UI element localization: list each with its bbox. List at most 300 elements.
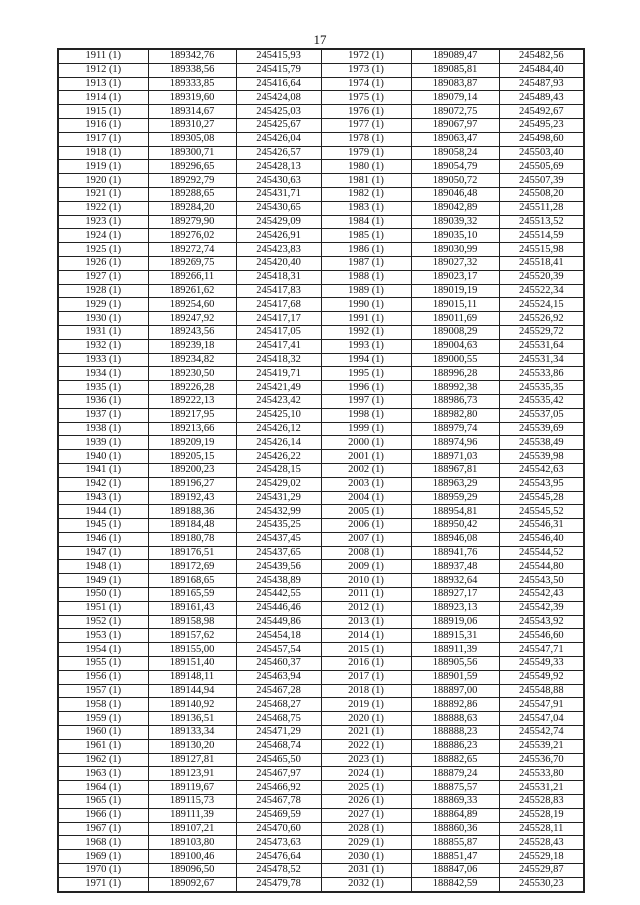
x-coordinate-cell: 188911,39 (411, 643, 499, 657)
table-row (58, 726, 584, 740)
x-coordinate-cell: 189123,91 (148, 767, 236, 781)
table-row (58, 436, 584, 450)
x-coordinate-cell: 189239,18 (148, 339, 236, 353)
x-coordinate-cell: 188950,42 (411, 519, 499, 533)
x-coordinate-cell: 189030,99 (411, 243, 499, 257)
y-coordinate-cell: 245528,83 (499, 795, 584, 809)
x-coordinate-cell: 189067,97 (411, 118, 499, 132)
table-row (58, 519, 584, 533)
x-coordinate-cell: 189288,65 (148, 187, 236, 201)
point-number-cell: 2004 (1) (321, 491, 411, 505)
x-coordinate-cell: 188901,59 (411, 670, 499, 684)
y-coordinate-cell: 245425,10 (236, 408, 321, 422)
x-coordinate-cell: 188919,06 (411, 615, 499, 629)
x-coordinate-cell: 188959,29 (411, 491, 499, 505)
y-coordinate-cell: 245426,22 (236, 450, 321, 464)
y-coordinate-cell: 245426,91 (236, 229, 321, 243)
x-coordinate-cell: 188932,64 (411, 574, 499, 588)
y-coordinate-cell: 245415,79 (236, 63, 321, 77)
y-coordinate-cell: 245428,13 (236, 160, 321, 174)
x-coordinate-cell: 189107,21 (148, 822, 236, 836)
y-coordinate-cell: 245535,42 (499, 394, 584, 408)
y-coordinate-cell: 245549,92 (499, 670, 584, 684)
y-coordinate-cell: 245542,63 (499, 463, 584, 477)
point-number-cell: 1938 (1) (58, 422, 148, 436)
y-coordinate-cell: 245482,56 (499, 49, 584, 63)
table-row (58, 312, 584, 326)
point-number-cell: 1914 (1) (58, 91, 148, 105)
x-coordinate-cell: 189176,51 (148, 546, 236, 560)
y-coordinate-cell: 245432,99 (236, 505, 321, 519)
y-coordinate-cell: 245417,68 (236, 298, 321, 312)
y-coordinate-cell: 245437,45 (236, 532, 321, 546)
y-coordinate-cell: 245437,65 (236, 546, 321, 560)
coordinates-table (57, 48, 585, 893)
point-number-cell: 2010 (1) (321, 574, 411, 588)
point-number-cell: 1932 (1) (58, 339, 148, 353)
x-coordinate-cell: 189100,46 (148, 850, 236, 864)
y-coordinate-cell: 245473,63 (236, 836, 321, 850)
y-coordinate-cell: 245539,69 (499, 422, 584, 436)
y-coordinate-cell: 245548,88 (499, 684, 584, 698)
y-coordinate-cell: 245466,92 (236, 781, 321, 795)
y-coordinate-cell: 245484,40 (499, 63, 584, 77)
x-coordinate-cell: 188967,81 (411, 463, 499, 477)
y-coordinate-cell: 245524,15 (499, 298, 584, 312)
x-coordinate-cell: 189226,28 (148, 381, 236, 395)
point-number-cell: 1964 (1) (58, 781, 148, 795)
y-coordinate-cell: 245526,92 (499, 312, 584, 326)
x-coordinate-cell: 189035,10 (411, 229, 499, 243)
x-coordinate-cell: 189161,43 (148, 601, 236, 615)
y-coordinate-cell: 245533,86 (499, 367, 584, 381)
x-coordinate-cell: 188915,31 (411, 629, 499, 643)
y-coordinate-cell: 245468,75 (236, 712, 321, 726)
x-coordinate-cell: 189266,11 (148, 270, 236, 284)
table-row (58, 836, 584, 850)
table-row (58, 229, 584, 243)
x-coordinate-cell: 189157,62 (148, 629, 236, 643)
y-coordinate-cell: 245430,63 (236, 174, 321, 188)
y-coordinate-cell: 245547,91 (499, 698, 584, 712)
y-coordinate-cell: 245528,11 (499, 822, 584, 836)
y-coordinate-cell: 245417,83 (236, 284, 321, 298)
x-coordinate-cell: 189089,47 (411, 49, 499, 63)
point-number-cell: 1957 (1) (58, 684, 148, 698)
x-coordinate-cell: 189000,55 (411, 353, 499, 367)
table-row (58, 91, 584, 105)
table-row (58, 353, 584, 367)
y-coordinate-cell: 245530,23 (499, 877, 584, 891)
x-coordinate-cell: 188842,59 (411, 877, 499, 891)
y-coordinate-cell: 245470,60 (236, 822, 321, 836)
table-row (58, 560, 584, 574)
table-row (58, 463, 584, 477)
y-coordinate-cell: 245546,40 (499, 532, 584, 546)
point-number-cell: 1927 (1) (58, 270, 148, 284)
x-coordinate-cell: 189196,27 (148, 477, 236, 491)
table-row (58, 781, 584, 795)
point-number-cell: 1975 (1) (321, 91, 411, 105)
x-coordinate-cell: 189217,95 (148, 408, 236, 422)
point-number-cell: 1942 (1) (58, 477, 148, 491)
x-coordinate-cell: 189130,20 (148, 739, 236, 753)
y-coordinate-cell: 245425,03 (236, 105, 321, 119)
point-number-cell: 1918 (1) (58, 146, 148, 160)
point-number-cell: 1977 (1) (321, 118, 411, 132)
x-coordinate-cell: 188974,96 (411, 436, 499, 450)
y-coordinate-cell: 245545,52 (499, 505, 584, 519)
y-coordinate-cell: 245417,41 (236, 339, 321, 353)
table-row (58, 146, 584, 160)
x-coordinate-cell: 188875,57 (411, 781, 499, 795)
y-coordinate-cell: 245547,04 (499, 712, 584, 726)
point-number-cell: 1956 (1) (58, 670, 148, 684)
point-number-cell: 1976 (1) (321, 105, 411, 119)
point-number-cell: 2022 (1) (321, 739, 411, 753)
point-number-cell: 1950 (1) (58, 588, 148, 602)
x-coordinate-cell: 189039,32 (411, 215, 499, 229)
x-coordinate-cell: 189296,65 (148, 160, 236, 174)
table-row (58, 77, 584, 91)
point-number-cell: 1940 (1) (58, 450, 148, 464)
point-number-cell: 2030 (1) (321, 850, 411, 864)
point-number-cell: 1993 (1) (321, 339, 411, 353)
y-coordinate-cell: 245476,64 (236, 850, 321, 864)
point-number-cell: 1973 (1) (321, 63, 411, 77)
point-number-cell: 1984 (1) (321, 215, 411, 229)
point-number-cell: 2011 (1) (321, 588, 411, 602)
y-coordinate-cell: 245495,23 (499, 118, 584, 132)
table-row (58, 877, 584, 891)
x-coordinate-cell: 188923,13 (411, 601, 499, 615)
table-row (58, 657, 584, 671)
point-number-cell: 2027 (1) (321, 808, 411, 822)
point-number-cell: 1958 (1) (58, 698, 148, 712)
y-coordinate-cell: 245467,28 (236, 684, 321, 698)
point-number-cell: 1991 (1) (321, 312, 411, 326)
x-coordinate-cell: 189209,19 (148, 436, 236, 450)
x-coordinate-cell: 189019,19 (411, 284, 499, 298)
point-number-cell: 1990 (1) (321, 298, 411, 312)
point-number-cell: 1919 (1) (58, 160, 148, 174)
x-coordinate-cell: 189092,67 (148, 877, 236, 891)
y-coordinate-cell: 245457,54 (236, 643, 321, 657)
x-coordinate-cell: 189119,67 (148, 781, 236, 795)
point-number-cell: 1915 (1) (58, 105, 148, 119)
y-coordinate-cell: 245542,43 (499, 588, 584, 602)
x-coordinate-cell: 189103,80 (148, 836, 236, 850)
y-coordinate-cell: 245546,60 (499, 629, 584, 643)
table-row (58, 822, 584, 836)
x-coordinate-cell: 189310,27 (148, 118, 236, 132)
point-number-cell: 1947 (1) (58, 546, 148, 560)
y-coordinate-cell: 245529,87 (499, 864, 584, 878)
point-number-cell: 1933 (1) (58, 353, 148, 367)
y-coordinate-cell: 245518,41 (499, 256, 584, 270)
point-number-cell: 2021 (1) (321, 726, 411, 740)
point-number-cell: 1913 (1) (58, 77, 148, 91)
y-coordinate-cell: 245446,46 (236, 601, 321, 615)
x-coordinate-cell: 189172,69 (148, 560, 236, 574)
point-number-cell: 1952 (1) (58, 615, 148, 629)
x-coordinate-cell: 188996,28 (411, 367, 499, 381)
table-row (58, 615, 584, 629)
x-coordinate-cell: 189144,94 (148, 684, 236, 698)
y-coordinate-cell: 245435,25 (236, 519, 321, 533)
x-coordinate-cell: 189058,24 (411, 146, 499, 160)
y-coordinate-cell: 245467,78 (236, 795, 321, 809)
point-number-cell: 1981 (1) (321, 174, 411, 188)
y-coordinate-cell: 245428,15 (236, 463, 321, 477)
table-row (58, 864, 584, 878)
point-number-cell: 2023 (1) (321, 753, 411, 767)
y-coordinate-cell: 245478,52 (236, 864, 321, 878)
point-number-cell: 2014 (1) (321, 629, 411, 643)
y-coordinate-cell: 245542,74 (499, 726, 584, 740)
y-coordinate-cell: 245419,71 (236, 367, 321, 381)
y-coordinate-cell: 245543,50 (499, 574, 584, 588)
point-number-cell: 2012 (1) (321, 601, 411, 615)
x-coordinate-cell: 189111,39 (148, 808, 236, 822)
point-number-cell: 1911 (1) (58, 49, 148, 63)
table-row (58, 588, 584, 602)
table-row (58, 850, 584, 864)
y-coordinate-cell: 245417,05 (236, 325, 321, 339)
point-number-cell: 1987 (1) (321, 256, 411, 270)
y-coordinate-cell: 245531,34 (499, 353, 584, 367)
point-number-cell: 1924 (1) (58, 229, 148, 243)
x-coordinate-cell: 188941,76 (411, 546, 499, 560)
y-coordinate-cell: 245513,52 (499, 215, 584, 229)
table-row (58, 49, 584, 63)
table-row (58, 532, 584, 546)
point-number-cell: 2009 (1) (321, 560, 411, 574)
x-coordinate-cell: 188897,00 (411, 684, 499, 698)
table-row (58, 684, 584, 698)
table-row (58, 243, 584, 257)
point-number-cell: 1951 (1) (58, 601, 148, 615)
table-row (58, 795, 584, 809)
point-number-cell: 1978 (1) (321, 132, 411, 146)
point-number-cell: 2019 (1) (321, 698, 411, 712)
y-coordinate-cell: 245429,02 (236, 477, 321, 491)
x-coordinate-cell: 189046,48 (411, 187, 499, 201)
x-coordinate-cell: 189127,81 (148, 753, 236, 767)
y-coordinate-cell: 245426,12 (236, 422, 321, 436)
x-coordinate-cell: 189085,81 (411, 63, 499, 77)
y-coordinate-cell: 245498,60 (499, 132, 584, 146)
x-coordinate-cell: 189192,43 (148, 491, 236, 505)
point-number-cell: 1986 (1) (321, 243, 411, 257)
point-number-cell: 1961 (1) (58, 739, 148, 753)
y-coordinate-cell: 245442,55 (236, 588, 321, 602)
point-number-cell: 1989 (1) (321, 284, 411, 298)
x-coordinate-cell: 188847,06 (411, 864, 499, 878)
point-number-cell: 2025 (1) (321, 781, 411, 795)
x-coordinate-cell: 189165,59 (148, 588, 236, 602)
y-coordinate-cell: 245507,39 (499, 174, 584, 188)
point-number-cell: 1979 (1) (321, 146, 411, 160)
y-coordinate-cell: 245426,57 (236, 146, 321, 160)
point-number-cell: 1945 (1) (58, 519, 148, 533)
x-coordinate-cell: 189205,15 (148, 450, 236, 464)
x-coordinate-cell: 189079,14 (411, 91, 499, 105)
x-coordinate-cell: 189015,11 (411, 298, 499, 312)
x-coordinate-cell: 189133,34 (148, 726, 236, 740)
x-coordinate-cell: 189158,98 (148, 615, 236, 629)
x-coordinate-cell: 189333,85 (148, 77, 236, 91)
y-coordinate-cell: 245439,56 (236, 560, 321, 574)
table-row (58, 601, 584, 615)
y-coordinate-cell: 245549,33 (499, 657, 584, 671)
table-row (58, 808, 584, 822)
x-coordinate-cell: 189096,50 (148, 864, 236, 878)
x-coordinate-cell: 189314,67 (148, 105, 236, 119)
x-coordinate-cell: 188860,36 (411, 822, 499, 836)
point-number-cell: 2006 (1) (321, 519, 411, 533)
x-coordinate-cell: 189284,20 (148, 201, 236, 215)
point-number-cell: 2018 (1) (321, 684, 411, 698)
y-coordinate-cell: 245528,19 (499, 808, 584, 822)
y-coordinate-cell: 245538,49 (499, 436, 584, 450)
point-number-cell: 2013 (1) (321, 615, 411, 629)
point-number-cell: 1934 (1) (58, 367, 148, 381)
point-number-cell: 1994 (1) (321, 353, 411, 367)
point-number-cell: 2032 (1) (321, 877, 411, 891)
x-coordinate-cell: 189072,75 (411, 105, 499, 119)
table-row (58, 629, 584, 643)
point-number-cell: 2029 (1) (321, 836, 411, 850)
point-number-cell: 1982 (1) (321, 187, 411, 201)
point-number-cell: 1963 (1) (58, 767, 148, 781)
point-number-cell: 2031 (1) (321, 864, 411, 878)
point-number-cell: 1954 (1) (58, 643, 148, 657)
y-coordinate-cell: 245515,98 (499, 243, 584, 257)
x-coordinate-cell: 189292,79 (148, 174, 236, 188)
x-coordinate-cell: 189042,89 (411, 201, 499, 215)
y-coordinate-cell: 245424,08 (236, 91, 321, 105)
x-coordinate-cell: 189234,82 (148, 353, 236, 367)
point-number-cell: 1937 (1) (58, 408, 148, 422)
x-coordinate-cell: 189188,36 (148, 505, 236, 519)
y-coordinate-cell: 245544,80 (499, 560, 584, 574)
point-number-cell: 1955 (1) (58, 657, 148, 671)
point-number-cell: 1925 (1) (58, 243, 148, 257)
table-row (58, 477, 584, 491)
x-coordinate-cell: 189054,79 (411, 160, 499, 174)
table-row (58, 256, 584, 270)
point-number-cell: 1988 (1) (321, 270, 411, 284)
point-number-cell: 1922 (1) (58, 201, 148, 215)
y-coordinate-cell: 245468,74 (236, 739, 321, 753)
point-number-cell: 2000 (1) (321, 436, 411, 450)
y-coordinate-cell: 245423,42 (236, 394, 321, 408)
y-coordinate-cell: 245529,72 (499, 325, 584, 339)
table-row (58, 422, 584, 436)
y-coordinate-cell: 245467,97 (236, 767, 321, 781)
x-coordinate-cell: 189027,32 (411, 256, 499, 270)
table-row (58, 215, 584, 229)
point-number-cell: 1912 (1) (58, 63, 148, 77)
point-number-cell: 1992 (1) (321, 325, 411, 339)
x-coordinate-cell: 188927,17 (411, 588, 499, 602)
x-coordinate-cell: 189247,92 (148, 312, 236, 326)
point-number-cell: 2024 (1) (321, 767, 411, 781)
x-coordinate-cell: 189222,13 (148, 394, 236, 408)
y-coordinate-cell: 245418,32 (236, 353, 321, 367)
y-coordinate-cell: 245542,39 (499, 601, 584, 615)
point-number-cell: 2015 (1) (321, 643, 411, 657)
y-coordinate-cell: 245469,59 (236, 808, 321, 822)
point-number-cell: 1931 (1) (58, 325, 148, 339)
y-coordinate-cell: 245528,43 (499, 836, 584, 850)
x-coordinate-cell: 189319,60 (148, 91, 236, 105)
point-number-cell: 2026 (1) (321, 795, 411, 809)
table-row (58, 63, 584, 77)
x-coordinate-cell: 189063,47 (411, 132, 499, 146)
point-number-cell: 1967 (1) (58, 822, 148, 836)
point-number-cell: 1966 (1) (58, 808, 148, 822)
y-coordinate-cell: 245520,39 (499, 270, 584, 284)
point-number-cell: 1998 (1) (321, 408, 411, 422)
x-coordinate-cell: 189213,66 (148, 422, 236, 436)
x-coordinate-cell: 189243,56 (148, 325, 236, 339)
x-coordinate-cell: 188982,80 (411, 408, 499, 422)
y-coordinate-cell: 245426,04 (236, 132, 321, 146)
y-coordinate-cell: 245489,43 (499, 91, 584, 105)
x-coordinate-cell: 189276,02 (148, 229, 236, 243)
x-coordinate-cell: 189338,56 (148, 63, 236, 77)
table-row (58, 174, 584, 188)
x-coordinate-cell: 189011,69 (411, 312, 499, 326)
point-number-cell: 1970 (1) (58, 864, 148, 878)
point-number-cell: 2001 (1) (321, 450, 411, 464)
table-row (58, 394, 584, 408)
table-row (58, 739, 584, 753)
x-coordinate-cell: 189008,29 (411, 325, 499, 339)
point-number-cell: 1996 (1) (321, 381, 411, 395)
point-number-cell: 1929 (1) (58, 298, 148, 312)
y-coordinate-cell: 245431,29 (236, 491, 321, 505)
point-number-cell: 2017 (1) (321, 670, 411, 684)
y-coordinate-cell: 245511,28 (499, 201, 584, 215)
x-coordinate-cell: 189200,23 (148, 463, 236, 477)
x-coordinate-cell: 189261,62 (148, 284, 236, 298)
x-coordinate-cell: 189184,48 (148, 519, 236, 533)
table-row (58, 712, 584, 726)
y-coordinate-cell: 245536,70 (499, 753, 584, 767)
point-number-cell: 2002 (1) (321, 463, 411, 477)
x-coordinate-cell: 188905,56 (411, 657, 499, 671)
x-coordinate-cell: 188992,38 (411, 381, 499, 395)
table-row (58, 643, 584, 657)
x-coordinate-cell: 188888,63 (411, 712, 499, 726)
x-coordinate-cell: 189083,87 (411, 77, 499, 91)
x-coordinate-cell: 189151,40 (148, 657, 236, 671)
y-coordinate-cell: 245535,35 (499, 381, 584, 395)
y-coordinate-cell: 245487,93 (499, 77, 584, 91)
coordinates-table-body (58, 49, 584, 892)
x-coordinate-cell: 188886,23 (411, 739, 499, 753)
y-coordinate-cell: 245417,17 (236, 312, 321, 326)
point-number-cell: 1972 (1) (321, 49, 411, 63)
point-number-cell: 1995 (1) (321, 367, 411, 381)
x-coordinate-cell: 188888,23 (411, 726, 499, 740)
y-coordinate-cell: 245529,18 (499, 850, 584, 864)
x-coordinate-cell: 189342,76 (148, 49, 236, 63)
point-number-cell: 1962 (1) (58, 753, 148, 767)
